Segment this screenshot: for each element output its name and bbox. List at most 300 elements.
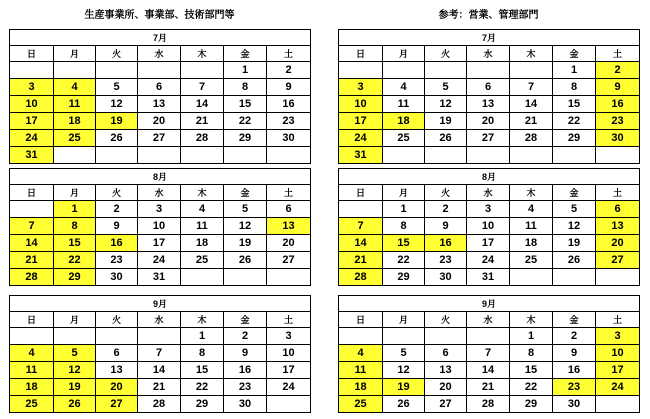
day-cell: 12 (553, 218, 596, 235)
weekday-header-row (339, 46, 640, 62)
weekday-label: 水 (138, 185, 181, 201)
day-cell: 1 (553, 62, 596, 79)
day-cell: 15 (224, 96, 267, 113)
day-cell: 17 (267, 362, 311, 379)
empty-day-cell (54, 147, 96, 164)
weekday-label: 土 (267, 46, 311, 62)
day-cell: 22 (224, 113, 267, 130)
holiday-day-cell: 11 (54, 96, 96, 113)
month-calendar (338, 295, 640, 413)
weekday-label: 土 (596, 185, 640, 201)
day-cell: 25 (510, 252, 553, 269)
day-cell: 5 (224, 201, 267, 218)
day-cell: 25 (383, 130, 425, 147)
day-cell: 5 (553, 201, 596, 218)
weekday-label: 火 (96, 312, 138, 328)
day-cell: 13 (138, 96, 181, 113)
holiday-day-cell: 15 (54, 235, 96, 252)
day-cell: 13 (425, 362, 467, 379)
day-cell: 7 (138, 345, 181, 362)
day-cell: 5 (425, 79, 467, 96)
day-cell: 2 (267, 62, 311, 79)
holiday-day-cell: 20 (96, 379, 138, 396)
day-cell: 21 (510, 113, 553, 130)
day-cell: 21 (138, 379, 181, 396)
holiday-day-cell: 6 (596, 201, 640, 218)
week-row (10, 201, 311, 218)
empty-day-cell (425, 62, 467, 79)
day-cell: 25 (181, 252, 224, 269)
holiday-day-cell: 26 (54, 396, 96, 413)
day-cell: 30 (96, 269, 138, 286)
empty-day-cell (181, 62, 224, 79)
panel-title: 生産事業所、事業部、技術部門等 (84, 10, 235, 21)
day-cell: 9 (224, 345, 267, 362)
day-cell: 23 (224, 379, 267, 396)
holiday-day-cell: 11 (339, 362, 383, 379)
empty-day-cell (339, 201, 383, 218)
weekday-label: 木 (181, 312, 224, 328)
day-cell: 27 (267, 252, 311, 269)
day-cell: 7 (181, 79, 224, 96)
day-cell: 20 (138, 113, 181, 130)
weekday-label: 日 (339, 312, 383, 328)
day-cell: 2 (425, 201, 467, 218)
day-cell: 14 (467, 362, 510, 379)
holiday-day-cell: 18 (339, 379, 383, 396)
holiday-day-cell: 13 (267, 218, 311, 235)
empty-day-cell (383, 62, 425, 79)
holiday-day-cell: 11 (10, 362, 54, 379)
day-cell: 1 (181, 328, 224, 345)
day-cell: 30 (224, 396, 267, 413)
day-cell: 11 (510, 218, 553, 235)
empty-day-cell (138, 328, 181, 345)
day-cell: 12 (383, 362, 425, 379)
day-cell: 2 (96, 201, 138, 218)
weekday-label: 日 (339, 185, 383, 201)
day-cell: 12 (425, 96, 467, 113)
holiday-day-cell: 3 (10, 79, 54, 96)
weekday-label: 土 (267, 185, 311, 201)
day-cell: 27 (425, 396, 467, 413)
empty-day-cell (553, 269, 596, 286)
holiday-day-cell: 1 (54, 201, 96, 218)
day-cell: 26 (224, 252, 267, 269)
empty-day-cell (96, 62, 138, 79)
weekday-label: 火 (425, 46, 467, 62)
day-cell: 30 (267, 130, 311, 147)
day-cell: 20 (425, 379, 467, 396)
week-row (10, 96, 311, 113)
month-calendar (9, 295, 311, 413)
empty-day-cell (267, 147, 311, 164)
day-cell: 7 (467, 345, 510, 362)
weekday-label: 火 (425, 185, 467, 201)
day-cell: 13 (467, 96, 510, 113)
day-cell: 26 (553, 252, 596, 269)
day-cell: 17 (138, 235, 181, 252)
holiday-day-cell: 21 (339, 252, 383, 269)
empty-day-cell (383, 328, 425, 345)
month-label: 8月 (339, 169, 640, 185)
weekday-label: 火 (96, 185, 138, 201)
weekday-label: 金 (553, 185, 596, 201)
month-calendar (9, 168, 311, 286)
empty-day-cell (425, 328, 467, 345)
month-header-row (339, 296, 640, 312)
holiday-day-cell: 7 (10, 218, 54, 235)
day-cell: 14 (510, 96, 553, 113)
holiday-day-cell: 23 (596, 113, 640, 130)
weekday-header-row (10, 312, 311, 328)
holiday-day-cell: 25 (10, 396, 54, 413)
weekday-label: 金 (553, 312, 596, 328)
empty-day-cell (383, 147, 425, 164)
day-cell: 31 (138, 269, 181, 286)
holiday-day-cell: 3 (596, 328, 640, 345)
day-cell: 29 (510, 396, 553, 413)
month-label: 7月 (10, 30, 311, 46)
empty-day-cell (96, 328, 138, 345)
week-row (10, 79, 311, 96)
day-cell: 15 (181, 362, 224, 379)
month-label: 8月 (10, 169, 311, 185)
month-header-row (339, 169, 640, 185)
holiday-day-cell: 31 (339, 147, 383, 164)
month-header-row (339, 30, 640, 46)
day-cell: 2 (553, 328, 596, 345)
holiday-day-cell: 12 (54, 362, 96, 379)
day-cell: 26 (96, 130, 138, 147)
holiday-day-cell: 16 (596, 96, 640, 113)
day-cell: 16 (267, 96, 311, 113)
holiday-day-cell: 22 (54, 252, 96, 269)
holiday-day-cell: 25 (339, 396, 383, 413)
week-row (339, 345, 640, 362)
day-cell: 6 (425, 345, 467, 362)
weekday-label: 月 (54, 46, 96, 62)
holiday-day-cell: 18 (10, 379, 54, 396)
day-cell: 22 (510, 379, 553, 396)
weekday-label: 水 (138, 46, 181, 62)
empty-day-cell (596, 396, 640, 413)
week-row (339, 252, 640, 269)
empty-day-cell (138, 147, 181, 164)
weekday-label: 日 (10, 46, 54, 62)
holiday-day-cell: 14 (339, 235, 383, 252)
holiday-day-cell: 10 (596, 345, 640, 362)
week-row (10, 147, 311, 164)
holiday-day-cell: 20 (596, 235, 640, 252)
holiday-day-cell: 19 (54, 379, 96, 396)
day-cell: 29 (383, 269, 425, 286)
day-cell: 24 (467, 252, 510, 269)
empty-day-cell (10, 328, 54, 345)
holiday-day-cell: 17 (596, 362, 640, 379)
day-cell: 3 (267, 328, 311, 345)
week-row (339, 379, 640, 396)
day-cell: 19 (553, 235, 596, 252)
week-row (339, 130, 640, 147)
holiday-day-cell: 7 (339, 218, 383, 235)
week-row (339, 328, 640, 345)
empty-day-cell (467, 328, 510, 345)
weekday-label: 月 (54, 312, 96, 328)
day-cell: 27 (138, 130, 181, 147)
week-row (339, 96, 640, 113)
empty-day-cell (467, 147, 510, 164)
week-row (10, 362, 311, 379)
day-cell: 19 (425, 113, 467, 130)
day-cell: 26 (383, 396, 425, 413)
weekday-label: 水 (467, 312, 510, 328)
weekday-label: 火 (425, 312, 467, 328)
holiday-day-cell: 4 (54, 79, 96, 96)
day-cell: 10 (138, 218, 181, 235)
day-cell: 15 (510, 362, 553, 379)
weekday-label: 水 (467, 185, 510, 201)
weekday-label: 月 (383, 46, 425, 62)
day-cell: 19 (224, 235, 267, 252)
holiday-day-cell: 3 (339, 79, 383, 96)
day-cell: 22 (553, 113, 596, 130)
day-cell: 2 (224, 328, 267, 345)
month-header-row (10, 30, 311, 46)
month-label: 9月 (10, 296, 311, 312)
week-row (339, 62, 640, 79)
day-cell: 3 (467, 201, 510, 218)
month-label: 7月 (339, 30, 640, 46)
day-cell: 29 (181, 396, 224, 413)
day-cell: 8 (383, 218, 425, 235)
day-cell: 23 (425, 252, 467, 269)
empty-day-cell (553, 147, 596, 164)
day-cell: 22 (383, 252, 425, 269)
empty-day-cell (224, 269, 267, 286)
weekday-label: 木 (181, 46, 224, 62)
weekday-label: 火 (96, 46, 138, 62)
empty-day-cell (138, 62, 181, 79)
week-row (339, 396, 640, 413)
week-row (10, 252, 311, 269)
weekday-label: 金 (224, 185, 267, 201)
holiday-day-cell: 17 (339, 113, 383, 130)
day-cell: 23 (267, 113, 311, 130)
weekday-label: 水 (138, 312, 181, 328)
weekday-label: 土 (596, 312, 640, 328)
empty-day-cell (181, 147, 224, 164)
month-calendar (338, 168, 640, 286)
day-cell: 4 (383, 79, 425, 96)
weekday-label: 土 (596, 46, 640, 62)
day-cell: 11 (383, 96, 425, 113)
holiday-day-cell: 2 (596, 62, 640, 79)
month-calendar (338, 29, 640, 164)
day-cell: 24 (138, 252, 181, 269)
week-row (10, 269, 311, 286)
day-cell: 28 (138, 396, 181, 413)
day-cell: 24 (267, 379, 311, 396)
week-row (10, 235, 311, 252)
holiday-day-cell: 18 (54, 113, 96, 130)
week-row (10, 218, 311, 235)
holiday-day-cell: 4 (339, 345, 383, 362)
day-cell: 28 (181, 130, 224, 147)
week-row (10, 345, 311, 362)
holiday-day-cell: 21 (10, 252, 54, 269)
day-cell: 3 (138, 201, 181, 218)
day-cell: 6 (467, 79, 510, 96)
week-row (339, 269, 640, 286)
holiday-day-cell: 10 (339, 96, 383, 113)
month-label: 9月 (339, 296, 640, 312)
empty-day-cell (339, 62, 383, 79)
holiday-day-cell: 31 (10, 147, 54, 164)
weekday-label: 木 (510, 185, 553, 201)
day-cell: 16 (553, 362, 596, 379)
holiday-day-cell: 24 (596, 379, 640, 396)
day-cell: 6 (96, 345, 138, 362)
empty-day-cell (96, 147, 138, 164)
day-cell: 30 (425, 269, 467, 286)
day-cell: 9 (96, 218, 138, 235)
empty-day-cell (224, 147, 267, 164)
holiday-day-cell: 16 (96, 235, 138, 252)
day-cell: 9 (425, 218, 467, 235)
day-cell: 12 (96, 96, 138, 113)
holiday-day-cell: 27 (96, 396, 138, 413)
day-cell: 27 (467, 130, 510, 147)
weekday-label: 金 (553, 46, 596, 62)
day-cell: 5 (96, 79, 138, 96)
day-cell: 28 (467, 396, 510, 413)
empty-day-cell (339, 328, 383, 345)
day-cell: 10 (467, 218, 510, 235)
day-cell: 26 (425, 130, 467, 147)
day-cell: 17 (467, 235, 510, 252)
day-cell: 7 (510, 79, 553, 96)
empty-day-cell (596, 269, 640, 286)
week-row (10, 328, 311, 345)
day-cell: 29 (224, 130, 267, 147)
day-cell: 9 (267, 79, 311, 96)
week-row (339, 113, 640, 130)
holiday-day-cell: 8 (54, 218, 96, 235)
week-row (10, 130, 311, 147)
day-cell: 1 (224, 62, 267, 79)
empty-day-cell (510, 269, 553, 286)
day-cell: 5 (383, 345, 425, 362)
day-cell: 16 (224, 362, 267, 379)
day-cell: 18 (181, 235, 224, 252)
holiday-day-cell: 30 (596, 130, 640, 147)
holiday-day-cell: 28 (339, 269, 383, 286)
day-cell: 8 (510, 345, 553, 362)
weekday-label: 金 (224, 46, 267, 62)
weekday-label: 水 (467, 46, 510, 62)
holiday-day-cell: 5 (54, 345, 96, 362)
empty-day-cell (510, 62, 553, 79)
holiday-day-cell: 13 (596, 218, 640, 235)
day-cell: 15 (553, 96, 596, 113)
weekday-label: 木 (510, 312, 553, 328)
day-cell: 9 (553, 345, 596, 362)
empty-day-cell (596, 147, 640, 164)
empty-day-cell (10, 201, 54, 218)
day-cell: 4 (181, 201, 224, 218)
empty-day-cell (467, 62, 510, 79)
day-cell: 8 (553, 79, 596, 96)
empty-day-cell (54, 328, 96, 345)
weekday-header-row (10, 46, 311, 62)
day-cell: 28 (510, 130, 553, 147)
day-cell: 12 (224, 218, 267, 235)
day-cell: 8 (181, 345, 224, 362)
holiday-day-cell: 24 (10, 130, 54, 147)
day-cell: 10 (267, 345, 311, 362)
week-row (10, 62, 311, 79)
holiday-day-cell: 23 (553, 379, 596, 396)
day-cell: 18 (510, 235, 553, 252)
empty-day-cell (267, 396, 311, 413)
empty-day-cell (425, 147, 467, 164)
holiday-day-cell: 10 (10, 96, 54, 113)
holiday-day-cell: 16 (425, 235, 467, 252)
empty-day-cell (54, 62, 96, 79)
holiday-day-cell: 27 (596, 252, 640, 269)
holiday-day-cell: 14 (10, 235, 54, 252)
weekday-header-row (10, 185, 311, 201)
week-row (339, 218, 640, 235)
week-row (10, 113, 311, 130)
week-row (339, 147, 640, 164)
holiday-day-cell: 19 (383, 379, 425, 396)
day-cell: 31 (467, 269, 510, 286)
day-cell: 1 (383, 201, 425, 218)
holiday-day-cell: 24 (339, 130, 383, 147)
weekday-label: 月 (54, 185, 96, 201)
day-cell: 20 (267, 235, 311, 252)
day-cell: 20 (467, 113, 510, 130)
month-calendar (9, 29, 311, 164)
day-cell: 13 (96, 362, 138, 379)
day-cell: 23 (96, 252, 138, 269)
empty-day-cell (181, 269, 224, 286)
month-header-row (10, 169, 311, 185)
panel-title: 参考：営業、管理部門 (438, 10, 539, 21)
day-cell: 1 (510, 328, 553, 345)
week-row (339, 201, 640, 218)
weekday-label: 木 (181, 185, 224, 201)
holiday-day-cell: 4 (10, 345, 54, 362)
holiday-day-cell: 9 (596, 79, 640, 96)
weekday-label: 日 (339, 46, 383, 62)
holiday-day-cell: 28 (10, 269, 54, 286)
empty-day-cell (267, 269, 311, 286)
holiday-day-cell: 25 (54, 130, 96, 147)
day-cell: 29 (553, 130, 596, 147)
weekday-label: 月 (383, 185, 425, 201)
day-cell: 21 (181, 113, 224, 130)
weekday-label: 日 (10, 312, 54, 328)
day-cell: 22 (181, 379, 224, 396)
day-cell: 6 (267, 201, 311, 218)
week-row (339, 362, 640, 379)
empty-day-cell (10, 62, 54, 79)
weekday-label: 土 (267, 312, 311, 328)
day-cell: 8 (224, 79, 267, 96)
